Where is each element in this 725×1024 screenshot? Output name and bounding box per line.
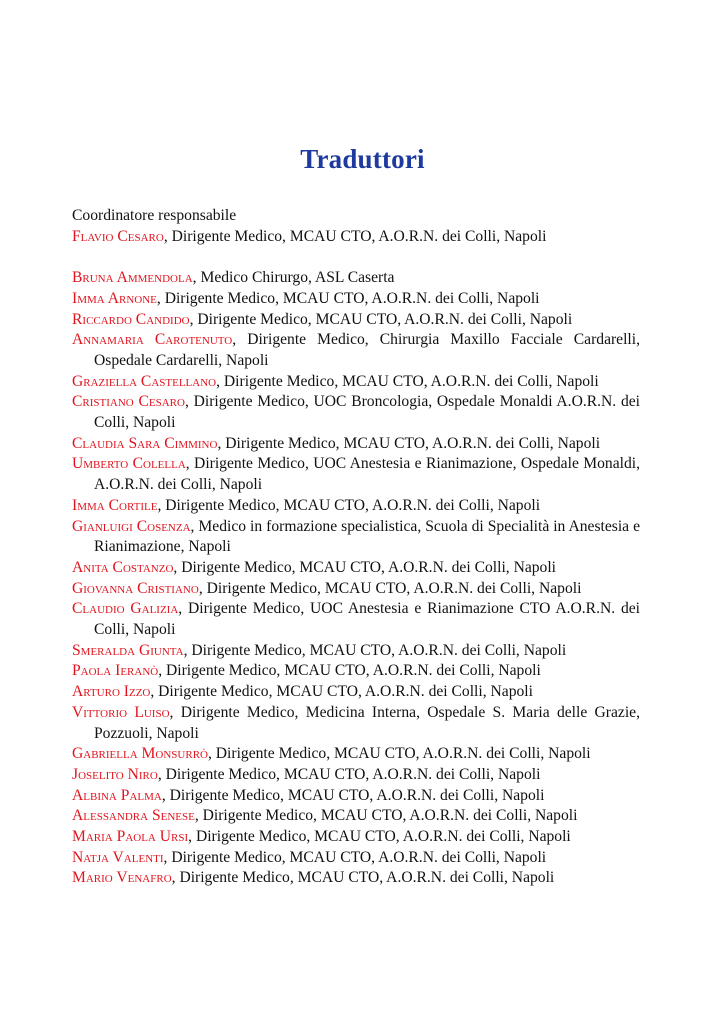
translator-entry xyxy=(72,744,640,765)
translator-entry-name: Albina Palma xyxy=(72,786,162,804)
translator-entry-affiliation: , Dirigente Medico, MCAU CTO, A.O.R.N. dei Colli, Napoli xyxy=(157,765,541,783)
translator-entry-name: Gianluigi Cosenza xyxy=(72,517,191,535)
translator-entry-name: Giovanna Cristiano xyxy=(72,579,199,597)
translator-entry-affiliation: , Dirigente Medico, UOC Anestesia e Rianimazione, Ospedale Monaldi, A.O.R.N. dei Colli, Napoli xyxy=(94,455,640,494)
translator-entry xyxy=(72,703,640,744)
translator-entry-name: Imma Arnone xyxy=(72,289,157,307)
translator-entry-affiliation: , Dirigente Medico, MCAU CTO, A.O.R.N. dei Colli, Napoli xyxy=(216,372,599,390)
translator-entry-name: Gabriella Monsurrò xyxy=(72,745,208,763)
translator-entry-name: Claudio Galizia xyxy=(72,600,179,618)
translator-entry xyxy=(72,372,640,393)
translator-entry xyxy=(72,827,640,848)
translator-entry-name: Claudia Sara Cimmino xyxy=(72,434,218,452)
translator-entry-affiliation: , Dirigente Medico, MCAU CTO, A.O.R.N. dei Colli, Napoli xyxy=(188,828,571,846)
translator-entry-name: Umberto Colella xyxy=(72,455,186,473)
translator-entry xyxy=(72,330,640,371)
translator-entry-name: Alessandra Senese xyxy=(72,807,195,825)
translator-entry-affiliation: , Dirigente Medico, MCAU CTO, A.O.R.N. dei Colli, Napoli xyxy=(157,496,541,514)
translator-entry-name: Graziella Castellano xyxy=(72,372,217,390)
translator-entry xyxy=(72,786,640,807)
translator-entry xyxy=(72,454,640,495)
translator-entry-affiliation: , Dirigente Medico, MCAU CTO, A.O.R.N. dei Colli, Napoli xyxy=(183,641,567,659)
coordinator-entry-affiliation: , Dirigente Medico, MCAU CTO, A.O.R.N. dei Colli, Napoli xyxy=(163,227,547,245)
translator-entry xyxy=(72,765,640,786)
translator-entry-name: Cristiano Cesaro xyxy=(72,393,185,411)
translator-list xyxy=(72,268,640,889)
translator-entry xyxy=(72,392,640,433)
coordinator-label: Coordinatore responsabile xyxy=(72,207,237,224)
translator-entry-affiliation: , Dirigente Medico, MCAU CTO, A.O.R.N. dei Colli, Napoli xyxy=(158,662,541,680)
translator-entry xyxy=(72,848,640,869)
translator-entry-affiliation: , Dirigente Medico, MCAU CTO, A.O.R.N. dei Colli, Napoli xyxy=(150,683,533,701)
translator-entry-affiliation: , Medico in formazione specialistica, Scuola di Specialità in Anestesia e Rianimazione, Napoli xyxy=(94,517,641,556)
translator-entry-affiliation: , Dirigente Medico, UOC Broncologia, Ospedale Monaldi A.O.R.N. dei Colli, Napoli xyxy=(94,393,641,432)
translator-entry-affiliation: , Dirigente Medico, MCAU CTO, A.O.R.N. dei Colli, Napoli xyxy=(161,786,545,804)
translator-entry-name: Mario Venafro xyxy=(72,869,172,887)
translator-entry xyxy=(72,806,640,827)
translator-entry xyxy=(72,434,640,455)
coordinator-entry xyxy=(72,227,640,248)
translator-entry-name: Anita Costanzo xyxy=(72,558,174,576)
translator-entry xyxy=(72,558,640,579)
translator-entry-name: Vittorio Luiso xyxy=(72,703,170,721)
translator-entry-name: Smeralda Giunta xyxy=(72,641,184,659)
page-title: Traduttori xyxy=(300,144,425,175)
translator-entry-affiliation: , Dirigente Medico, MCAU CTO, A.O.R.N. dei Colli, Napoli xyxy=(217,434,601,452)
translator-entry-affiliation: , Dirigente Medico, MCAU CTO, A.O.R.N. dei Colli, Napoli xyxy=(156,289,540,307)
translator-entry-affiliation: , Dirigente Medico, MCAU CTO, A.O.R.N. dei Colli, Napoli xyxy=(207,745,591,763)
translator-entry-name: Annamaria Carotenuto xyxy=(72,331,233,349)
translator-entry-affiliation: , Medico Chirurgo, ASL Caserta xyxy=(192,269,395,287)
translators-section xyxy=(72,206,640,889)
translator-entry-name: Paola Ieranò xyxy=(72,662,159,680)
translator-entry-affiliation: , Dirigente Medico, Medicina Interna, Ospedale S. Maria delle Grazie, Pozzuoli, Napoli xyxy=(94,703,640,742)
translator-entry-affiliation: , Dirigente Medico, Chirurgia Maxillo Facciale Cardarelli, Ospedale Cardarelli, Napoli xyxy=(94,331,640,369)
translator-entry-name: Riccardo Candido xyxy=(72,310,190,328)
translator-entry-affiliation: , Dirigente Medico, MCAU CTO, A.O.R.N. dei Colli, Napoli xyxy=(163,848,547,866)
coordinator-entry-name: Flavio Cesaro xyxy=(72,227,164,245)
translator-entry xyxy=(72,310,640,331)
translator-entry-name: Imma Cortile xyxy=(72,496,158,514)
translator-entry-affiliation: , Dirigente Medico, MCAU CTO, A.O.R.N. dei Colli, Napoli xyxy=(173,558,557,576)
translator-entry-affiliation: , Dirigente Medico, MCAU CTO, A.O.R.N. dei Colli, Napoli xyxy=(194,807,578,825)
translator-entry xyxy=(72,289,640,310)
translator-entry-affiliation: , Dirigente Medico, MCAU CTO, A.O.R.N. dei Colli, Napoli xyxy=(198,579,582,597)
translator-entry-affiliation: , Dirigente Medico, MCAU CTO, A.O.R.N. dei Colli, Napoli xyxy=(189,310,573,328)
translator-entry-name: Maria Paola Ursi xyxy=(72,828,189,846)
coordinator-list xyxy=(72,227,640,248)
translator-entry-name: Natja Valenti xyxy=(72,848,164,866)
translator-entry xyxy=(72,661,640,682)
translator-entry xyxy=(72,517,640,558)
translator-entry-affiliation: , Dirigente Medico, MCAU CTO, A.O.R.N. dei Colli, Napoli xyxy=(171,869,555,887)
translator-entry-name: Joselito Niro xyxy=(72,765,158,783)
translator-entry-name: Arturo Izzo xyxy=(72,683,151,701)
translator-entry xyxy=(72,599,640,640)
translator-entry xyxy=(72,641,640,662)
translator-entry-name: Bruna Ammendola xyxy=(72,269,193,287)
translator-entry xyxy=(72,268,640,289)
translator-entry xyxy=(72,868,640,889)
translator-entry-affiliation: , Dirigente Medico, UOC Anestesia e Rianimazione CTO A.O.R.N. dei Colli, Napoli xyxy=(94,600,640,639)
translator-entry xyxy=(72,579,640,600)
translator-entry xyxy=(72,496,640,517)
translator-entry xyxy=(72,682,640,703)
